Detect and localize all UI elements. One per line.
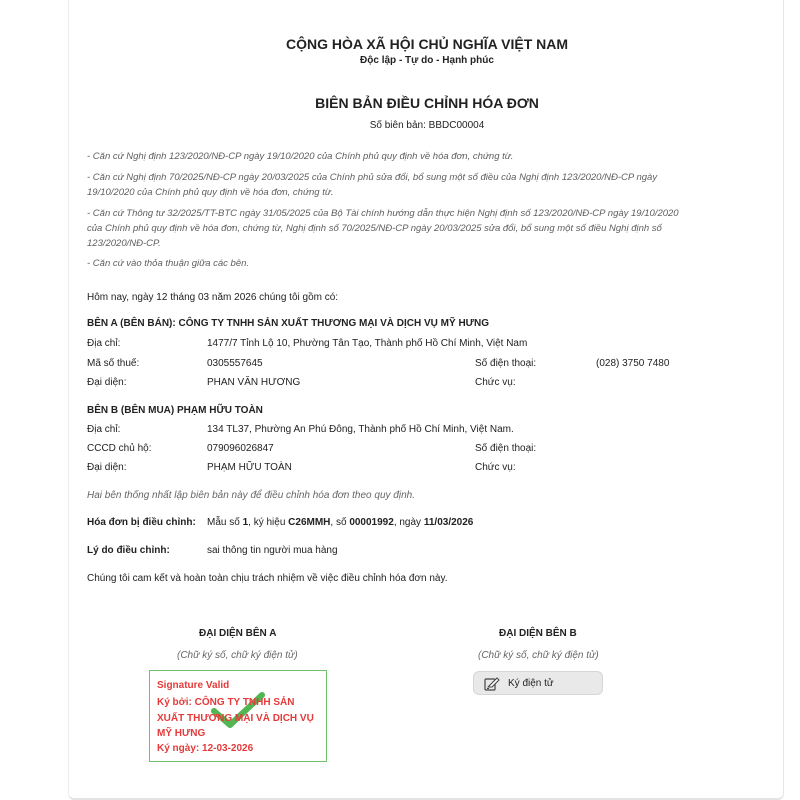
digital-signature-box[interactable] bbox=[149, 670, 327, 762]
signature-signer-line-3: MỸ HƯNG bbox=[157, 728, 206, 739]
party-b-heading: BÊN B (BÊN MUA) PHẠM HỮU TOÀN bbox=[87, 405, 263, 416]
commitment-text: Chúng tôi cam kết và hoàn toàn chịu trách nhiệm về việc điều chỉnh hóa đơn này. bbox=[87, 573, 448, 584]
party-b-position-label: Chức vụ: bbox=[475, 462, 516, 473]
party-a-position-label: Chức vụ: bbox=[475, 377, 516, 388]
legal-basis-3: - Căn cứ Thông tư 32/2025/TT-BTC ngày 31/05/2025 của Bộ Tài chính hướng dẫn thực hiện Nghị định số 123/2020/NĐ-CP ngày 19/10/2020 của Chính phủ quy định về hóa đơn, chứng từ, Nghị định số 70/2025/NĐ-CP ngày 20/03/2025 sửa đổi, bổ sung một số điều Nghị định số 123/2020/NĐ-CP. bbox=[87, 208, 679, 249]
party-a-sign-title: ĐẠI DIỆN BÊN A bbox=[199, 628, 277, 639]
signature-date: Ký ngày: 12-03-2026 bbox=[157, 743, 254, 754]
national-motto: Độc lập - Tự do - Hạnh phúc bbox=[360, 55, 494, 66]
party-b-phone-label: Số điện thoại: bbox=[475, 443, 537, 454]
party-a-address: 1477/7 Tỉnh Lộ 10, Phường Tân Tạo, Thành phố Hồ Chí Minh, Việt Nam bbox=[207, 338, 528, 349]
party-b-rep-label: Đại diện: bbox=[87, 462, 127, 473]
party-a-rep: PHAN VĂN HƯƠNG bbox=[207, 377, 301, 388]
party-b-id: 079096026847 bbox=[207, 443, 274, 454]
party-a-phone-label: Số điện thoại: bbox=[475, 358, 537, 369]
e-sign-button-label: Ký điện tử bbox=[508, 678, 554, 689]
document-page bbox=[68, 0, 784, 800]
document-number: Số biên bản: BBDC00004 bbox=[369, 120, 485, 131]
e-sign-button[interactable] bbox=[473, 671, 603, 695]
sign-pen-icon bbox=[484, 677, 500, 691]
reason-value: sai thông tin người mua hàng bbox=[207, 545, 338, 556]
party-b-rep: PHẠM HỮU TOÀN bbox=[207, 462, 292, 473]
party-a-sign-hint: (Chữ ký số, chữ ký điện tử) bbox=[177, 650, 298, 661]
invoice-details: Mẫu số 1, ký hiệu C26MMH, số 00001992, ngày 11/03/2026 bbox=[207, 517, 474, 528]
party-b-sign-title: ĐẠI DIỆN BÊN B bbox=[499, 628, 577, 639]
country-name: CỘNG HÒA XÃ HỘI CHỦ NGHĨA VIỆT NAM bbox=[285, 36, 569, 52]
invoice-label: Hóa đơn bị điều chỉnh: bbox=[87, 517, 196, 528]
party-a-tax: 0305557645 bbox=[207, 358, 263, 369]
signature-status: Signature Valid bbox=[157, 680, 230, 691]
intro-text: Hôm nay, ngày 12 tháng 03 năm 2026 chúng tôi gồm có: bbox=[87, 292, 339, 303]
party-a-phone: (028) 3750 7480 bbox=[596, 358, 670, 369]
party-a-address-label: Địa chỉ: bbox=[87, 338, 121, 349]
party-b-id-label: CCCD chủ hộ: bbox=[87, 443, 152, 454]
document-title: BIÊN BẢN ĐIỀU CHỈNH HÓA ĐƠN bbox=[315, 95, 539, 111]
legal-basis-4: - Căn cứ vào thỏa thuận giữa các bên. bbox=[87, 258, 250, 269]
signature-signer-line-2: XUẤT THƯƠNG MẠI VÀ DỊCH VỤ bbox=[157, 713, 314, 724]
legal-basis-2: - Căn cứ Nghị định 70/2025/NĐ-CP ngày 20/03/2025 của Chính phủ sửa đổi, bổ sung một số điều của Nghị định 123/2020/NĐ-CP ngày 19/10/2020 của Chính phủ quy định về hóa đơn, chứng từ. bbox=[87, 172, 658, 198]
party-b-sign-hint: (Chữ ký số, chữ ký điện tử) bbox=[478, 650, 599, 661]
party-a-tax-label: Mã số thuế: bbox=[87, 358, 140, 369]
party-a-rep-label: Đại diện: bbox=[87, 377, 127, 388]
signature-signer-line-1: Ký bởi: CÔNG TY TNHH SẢN bbox=[157, 697, 295, 708]
legal-basis-1: - Căn cứ Nghị định 123/2020/NĐ-CP ngày 19/10/2020 của Chính phủ quy định về hóa đơn, chứng từ. bbox=[87, 151, 514, 162]
agreement-note: Hai bên thống nhất lập biên bản này để điều chỉnh hóa đơn theo quy định. bbox=[87, 490, 415, 501]
party-b-address: 134 TL37, Phường An Phú Đông, Thành phố Hồ Chí Minh, Việt Nam. bbox=[207, 424, 514, 435]
reason-label: Lý do điều chỉnh: bbox=[87, 545, 170, 556]
party-a-heading: BÊN A (BÊN BÁN): CÔNG TY TNHH SẢN XUẤT THƯƠNG MẠI VÀ DỊCH VỤ MỸ HƯNG bbox=[87, 318, 489, 329]
party-b-address-label: Địa chỉ: bbox=[87, 424, 121, 435]
